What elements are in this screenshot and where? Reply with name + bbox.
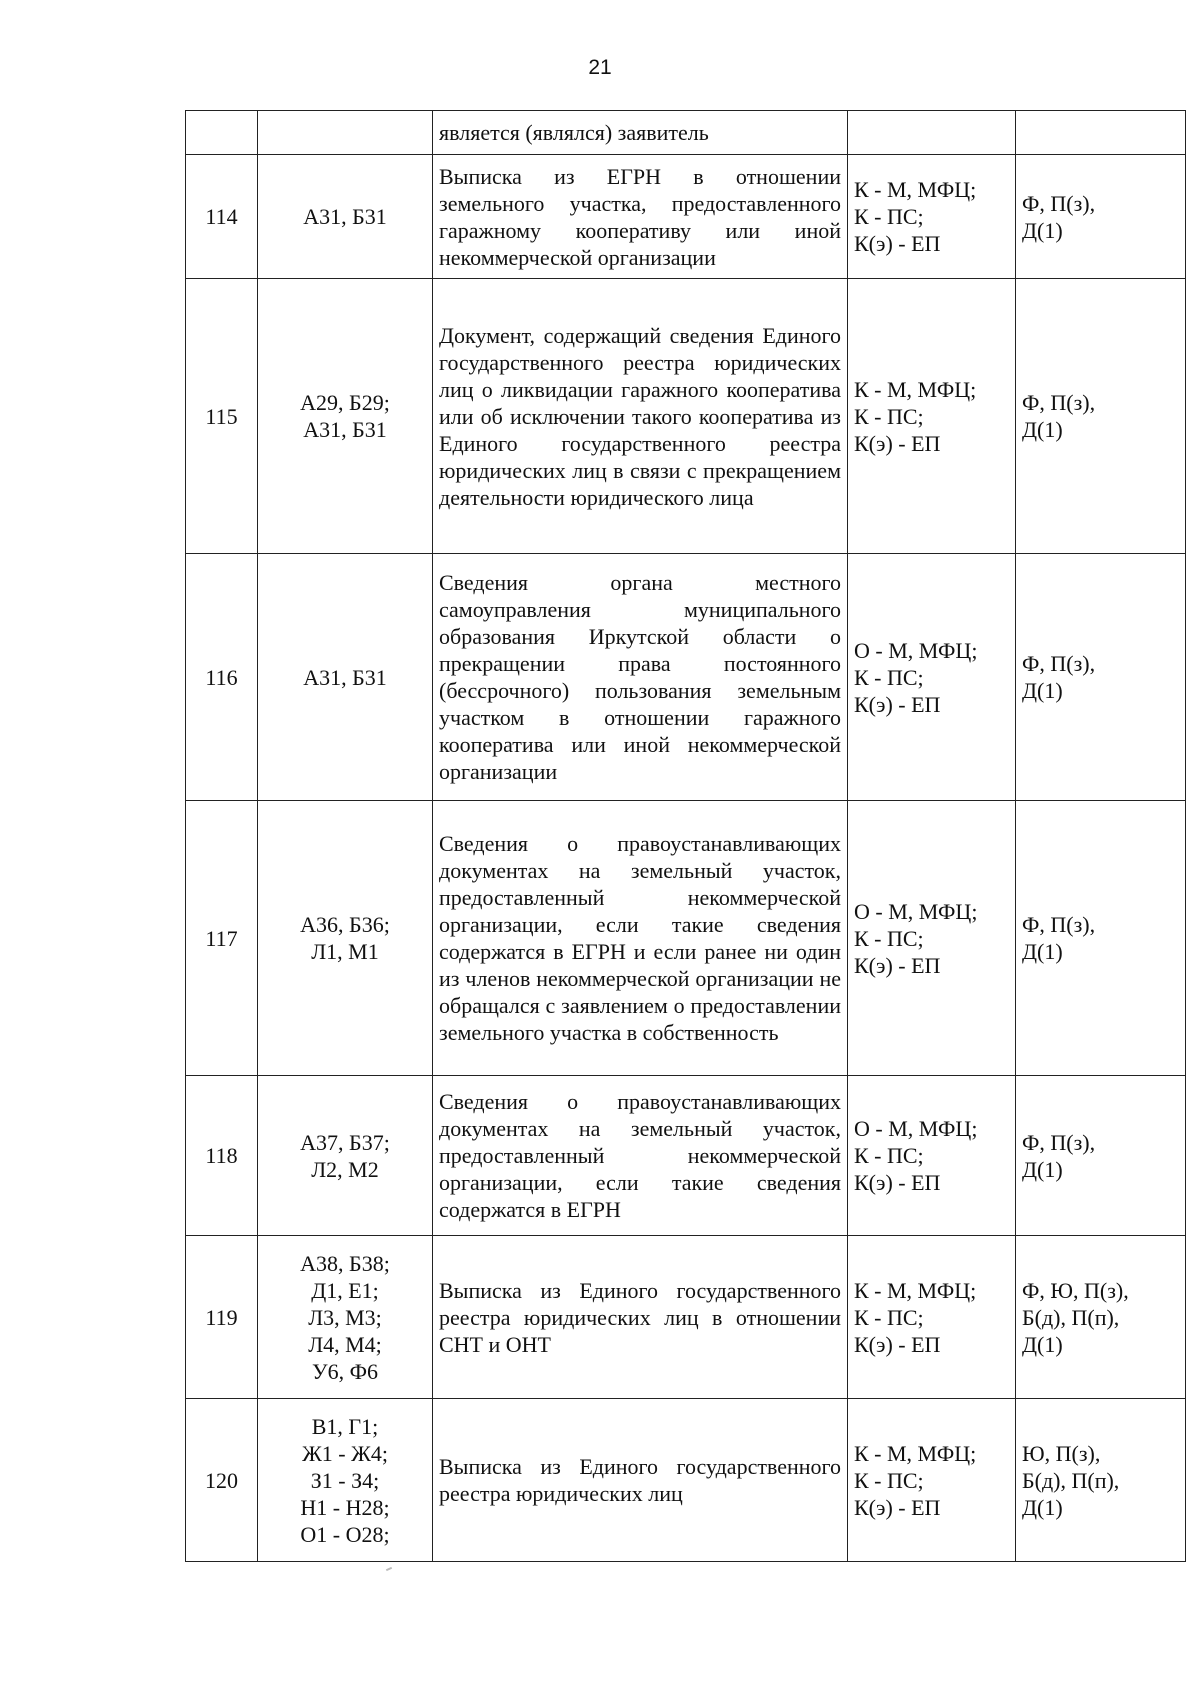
code-line: Н1 - Н28;: [300, 1494, 390, 1520]
row-number: [186, 111, 258, 155]
responsible-line: К - М, МФЦ;: [854, 376, 977, 402]
table-row: [186, 1076, 1186, 1236]
row-number: 118: [186, 1076, 258, 1236]
applicant-line: Д(1): [1022, 1331, 1063, 1357]
responsible-line: К - ПС;: [854, 1467, 924, 1493]
code-line: О1 - О28;: [300, 1521, 390, 1547]
responsible-line: К(э) - ЕП: [854, 952, 941, 978]
responsible-line: К - ПС;: [854, 664, 924, 690]
applicant-line: Д(1): [1022, 217, 1063, 243]
code-line: Л4, М4;: [308, 1331, 382, 1357]
applicant-line: Д(1): [1022, 678, 1063, 703]
row-codes: [258, 279, 433, 554]
row-number: 116: [186, 554, 258, 801]
code-line: З1 - З4;: [310, 1467, 380, 1493]
row-document: Сведения органа местного самоуправления муниципального образования Иркутской области о прекращении права постоянного (бессрочного) пользования земельным участком в отношении гаражного кооператива или иной некоммерческой организации: [433, 554, 848, 801]
row-applicants: [1016, 1076, 1186, 1236]
row-applicants: [1016, 1399, 1186, 1562]
code-line: У6, Ф6: [312, 1358, 378, 1384]
row-responsible: [848, 155, 1016, 279]
code-line: Л3, М3;: [308, 1304, 382, 1330]
responsible-line: К(э) - ЕП: [854, 231, 941, 256]
code-line: А38, Б38;: [300, 1250, 390, 1276]
row-codes: [258, 1399, 433, 1562]
code-line: В1, Г1;: [311, 1413, 379, 1439]
row-applicants: [1016, 1236, 1186, 1399]
applicant-line: Ф, Ю, П(з),: [1022, 1277, 1129, 1303]
row-number: 120: [186, 1399, 258, 1562]
responsible-line: О - М, МФЦ;: [854, 1116, 978, 1141]
responsible-line: К(э) - ЕП: [854, 430, 941, 456]
code-line: Ж1 - Ж4;: [302, 1440, 388, 1466]
responsible-line: К(э) - ЕП: [854, 1331, 941, 1357]
row-document: Документ, содержащий сведения Единого государственного реестра юридических лиц о ликвидации гаражного кооператива или об исключении такого кооператива из Единого государственного реестра юридических лиц в связи с прекращением деятельности юридического лица: [433, 279, 848, 554]
row-document: Выписка из Единого государственного реестра юридических лиц: [433, 1399, 848, 1562]
code-line: А29, Б29;: [300, 390, 390, 415]
responsible-line: К - М, МФЦ;: [854, 1277, 977, 1303]
responsible-line: К - М, МФЦ;: [854, 177, 977, 202]
row-codes: [258, 554, 433, 801]
row-responsible: [848, 1236, 1016, 1399]
applicant-line: Б(д), П(п),: [1022, 1304, 1120, 1330]
responsible-line: К(э) - ЕП: [854, 1170, 941, 1195]
responsible-line: К - ПС;: [854, 1304, 924, 1330]
row-document: Сведения о правоустанавливающих документах на земельный участок, предоставленный некоммерческой организации, если такие сведения содержатся в ЕГРН и если ранее ни один из членов некоммерческой организации не обращался с заявлением о предоставлении земельного участка в собственность: [433, 801, 848, 1076]
responsible-line: К(э) - ЕП: [854, 691, 941, 717]
code-line: Д1, Е1;: [311, 1277, 379, 1303]
responsible-line: К(э) - ЕП: [854, 1494, 941, 1520]
responsible-line: К - М, МФЦ;: [854, 1440, 977, 1466]
row-responsible: [848, 1399, 1016, 1562]
row-applicants: [1016, 554, 1186, 801]
scan-mark: [386, 1567, 392, 1571]
row-responsible: [848, 554, 1016, 801]
code-line: Л1, М1: [311, 939, 379, 964]
table-row: [186, 155, 1186, 279]
row-applicants: [1016, 279, 1186, 554]
code-line: А37, Б37;: [300, 1129, 390, 1155]
table-row: [186, 111, 1186, 155]
applicant-line: Ф, П(з),: [1022, 390, 1096, 415]
row-number: 119: [186, 1236, 258, 1399]
row-document: Выписка из ЕГРН в отношении земельного участка, предоставленного гаражному кооперативу или иной некоммерческой организации: [433, 155, 848, 279]
responsible-line: О - М, МФЦ;: [854, 898, 978, 924]
table-row: [186, 1236, 1186, 1399]
row-applicants: [1016, 155, 1186, 279]
row-responsible: [848, 801, 1016, 1076]
applicant-line: Ф, П(з),: [1022, 190, 1096, 216]
row-applicants: [1016, 801, 1186, 1076]
row-document: Выписка из Единого государственного реестра юридических лиц в отношении СНТ и ОНТ: [433, 1236, 848, 1399]
applicant-line: Д(1): [1022, 1156, 1063, 1182]
applicant-line: Ф, П(з),: [1022, 1129, 1096, 1155]
table-row: [186, 554, 1186, 801]
applicant-line: Д(1): [1022, 939, 1063, 964]
code-line: А31, Б31: [303, 417, 387, 442]
row-codes: [258, 155, 433, 279]
responsible-line: К - ПС;: [854, 403, 924, 429]
row-document: является (являлся) заявитель: [433, 111, 848, 155]
code-line: А31, Б31: [303, 204, 387, 229]
row-codes: [258, 1236, 433, 1399]
row-codes: [258, 111, 433, 155]
responsible-line: К - ПС;: [854, 204, 924, 229]
row-responsible: [848, 279, 1016, 554]
code-line: А36, Б36;: [300, 912, 390, 937]
applicant-line: Ф, П(з),: [1022, 912, 1096, 937]
table-row: [186, 279, 1186, 554]
responsible-line: О - М, МФЦ;: [854, 637, 978, 663]
code-line: Л2, М2: [311, 1156, 379, 1182]
applicant-line: Д(1): [1022, 1494, 1063, 1520]
row-number: 117: [186, 801, 258, 1076]
documents-table: [185, 110, 1186, 1562]
applicant-line: Д(1): [1022, 417, 1063, 442]
applicant-line: Ю, П(з),: [1022, 1440, 1101, 1466]
table-row: [186, 1399, 1186, 1562]
applicant-line: Б(д), П(п),: [1022, 1467, 1120, 1493]
responsible-line: К - ПС;: [854, 1143, 924, 1168]
row-document: Сведения о правоустанавливающих документах на земельный участок, предоставленный некоммерческой организации, если такие сведения содержатся в ЕГРН: [433, 1076, 848, 1236]
row-applicants: [1016, 111, 1186, 155]
responsible-line: К - ПС;: [854, 925, 924, 951]
applicant-line: Ф, П(з),: [1022, 651, 1096, 676]
row-codes: [258, 1076, 433, 1236]
row-number: 114: [186, 155, 258, 279]
row-number: 115: [186, 279, 258, 554]
code-line: А31, Б31: [303, 664, 387, 690]
row-responsible: [848, 1076, 1016, 1236]
row-codes: [258, 801, 433, 1076]
row-responsible: [848, 111, 1016, 155]
table-row: [186, 801, 1186, 1076]
page-number: 21: [588, 56, 612, 79]
